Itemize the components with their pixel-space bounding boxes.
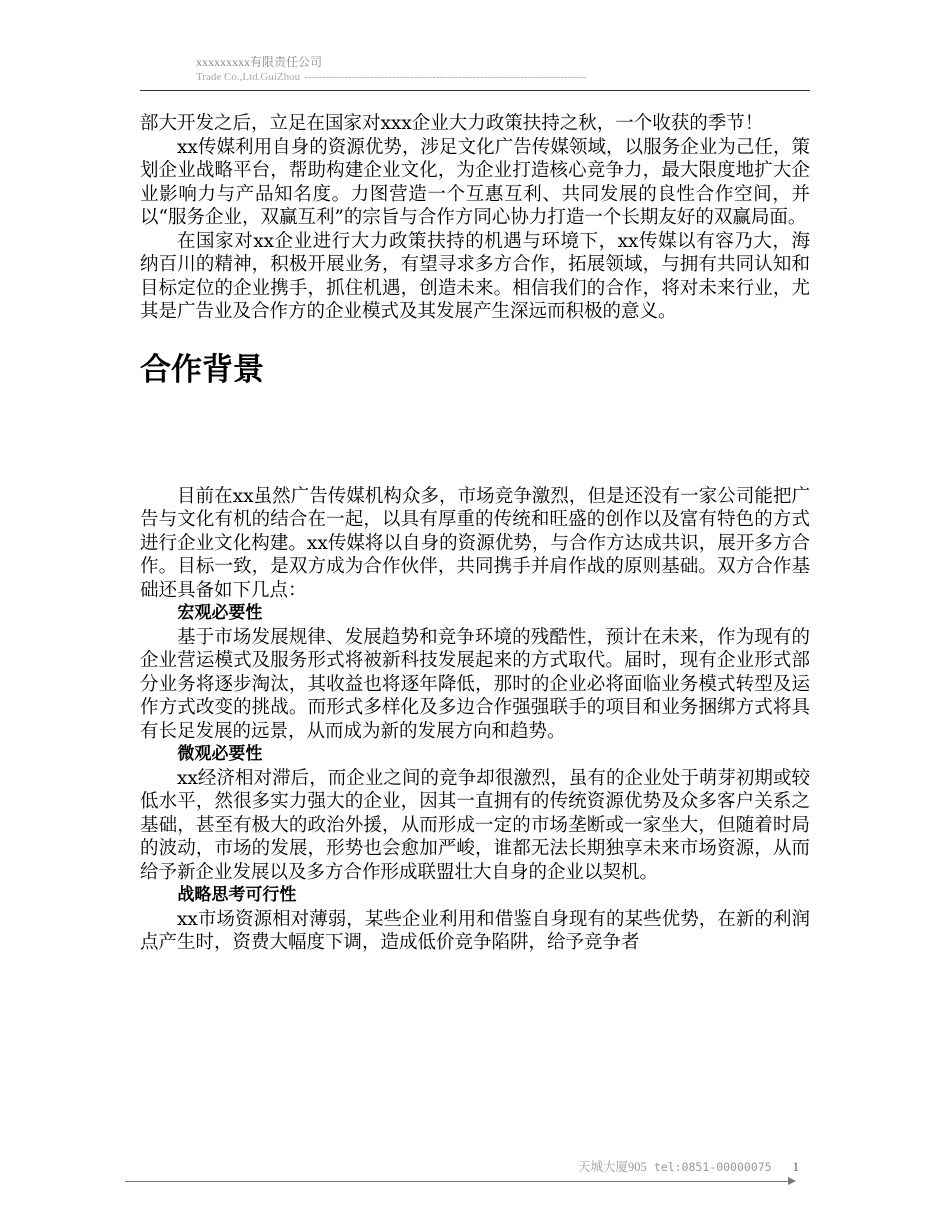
paragraph-media-resources: xx传媒利用自身的资源优势，涉足文化广告传媒领域，以服务企业为己任，策划企业战略平台，帮助构建企业文化，为企业打造核心竞争力，最大限度地扩大企业影响力与产品知名度。力图营造一个互惠互利、共同发展的良性合作空间，并以“服务企业，双赢互利”的宗旨与合作方同心协力打造一个长期友好的双赢局面。	[140, 136, 810, 228]
page-footer	[578, 1157, 799, 1175]
section-heading: 合作背景	[140, 351, 264, 388]
subheading-strategic-feasibility: 战略思考可行性	[177, 885, 297, 905]
paragraph-macro-necessity: 基于市场发展规律、发展趋势和竞争环境的残酷性，预计在未来，作为现有的企业营运模式及服务形式将被新科技发展起来的方式取代。届时，现有企业形式部分业务将逐步淘汰，其收益也将逐年降低，那时的企业必将面临业务模式转型及运作方式改变的挑战。而形式多样化及多边合作强强联手的项目和业务捆绑方式将具有长足发展的远景，从而成为新的发展方向和趋势。	[140, 626, 810, 742]
footer-phone: tel:0851-00000075	[653, 1160, 772, 1174]
footer-divider	[125, 1181, 790, 1182]
document-body	[140, 112, 810, 955]
header-subtitle-row	[196, 70, 810, 84]
subheading-macro-necessity: 宏观必要性	[177, 603, 263, 623]
paragraph-strategic-feasibility: xx市场资源相对薄弱，某些企业利用和借鉴自身现有的某些优势，在新的利润点产生时，资费大幅度下调，造成低价竞争陷阱，给予竞争者	[140, 908, 810, 953]
footer-address: 天城大厦905	[578, 1160, 647, 1174]
header-dashes: -----------------------------------------------------------------------------	[304, 71, 587, 83]
footer-arrow-icon	[788, 1177, 796, 1185]
page-number: 1	[792, 1160, 799, 1174]
paragraph-intro-continuation: 部大开发之后，立足在国家对xxx企业大力政策扶持之秋，一个收获的季节！	[140, 113, 764, 134]
header-company-name: xxxxxxxxx有限责任公司	[196, 55, 323, 69]
paragraph-micro-necessity: xx经济相对滞后，而企业之间的竞争却很激烈，虽有的企业处于萌芽初期或较低水平，然很多实力强大的企业，因其一直拥有的传统资源优势及众多客户关系之基础，甚至有极大的政治外援，从而形成一定的市场垄断或一家坐大，但随着时局的波动，市场的发展，形势也会愈加严峻，谁都无法长期独享未来市场资源，从而给予新企业发展以及多方合作形成联盟壮大自身的企业以契机。	[140, 767, 810, 883]
header-divider	[140, 90, 810, 91]
paragraph-background: 目前在xx虽然广告传媒机构众多，市场竞争激烈，但是还没有一家公司能把广告与文化有机的结合在一起，以具有厚重的传统和旺盛的创作以及富有特色的方式进行企业文化构建。xx传媒将以自身的资源优势，与合作方达成共识，展开多方合作。目标一致，是双方成为合作伙伴，共同携手并肩作战的原则基础。双方合作基础还具备如下几点：	[140, 485, 810, 601]
header-subtitle: Trade Co.,Ltd.GuiZhou	[196, 71, 301, 83]
paragraph-policy-opportunity: 在国家对xx企业进行大力政策扶持的机遇与环境下，xx传媒以有容乃大，海纳百川的精神，积极开展业务，有望寻求多方合作，拓展领域，与拥有共同认知和目标定位的企业携手，抓住机遇，创造未来。相信我们的合作，将对未来行业，尤其是广告业及合作方的企业模式及其发展产生深远而积极的意义。	[140, 230, 810, 322]
page-header	[196, 54, 810, 84]
subheading-micro-necessity: 微观必要性	[177, 744, 263, 764]
